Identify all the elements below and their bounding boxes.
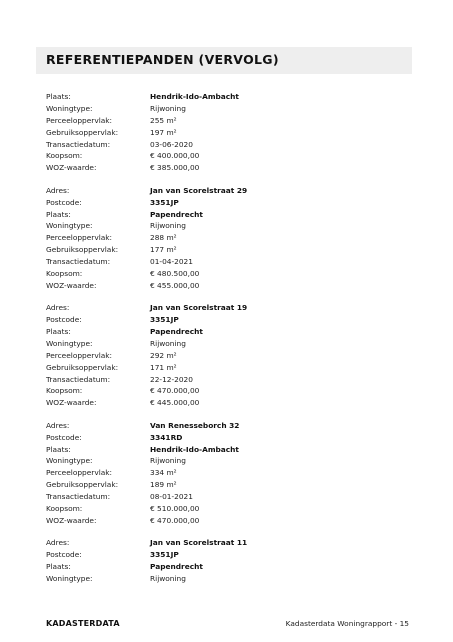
field-value: Van Renesseborch 32: [150, 420, 240, 430]
field-value: Rijwoning: [150, 338, 186, 348]
field-value: Rijwoning: [150, 103, 186, 113]
field-label: Gebruiksoppervlak:: [46, 127, 119, 137]
field-value: Papendrecht: [150, 209, 203, 219]
field-label: Perceeloppervlak:: [46, 115, 113, 125]
field-value: Papendrecht: [150, 327, 203, 337]
property-field-row: [46, 537, 406, 549]
field-label: Koopsom:: [46, 386, 83, 396]
property-record: [46, 537, 406, 585]
field-value: 3341RD: [150, 432, 183, 442]
property-field-row: [46, 256, 406, 268]
field-value: € 400.000,00: [150, 151, 200, 161]
property-field-row: [46, 561, 406, 573]
field-label: WOZ-waarde:: [46, 280, 97, 290]
property-field-row: [46, 268, 406, 280]
property-field-row: [46, 350, 406, 362]
section-title-bar: [36, 47, 412, 74]
property-field-row: [46, 385, 406, 397]
field-value: € 445.000,00: [150, 398, 200, 408]
field-label: WOZ-waarde:: [46, 515, 97, 525]
field-label: Adres:: [46, 420, 70, 430]
field-value: Jan van Scorelstraat 19: [150, 303, 248, 313]
property-record: [46, 185, 406, 292]
field-value: 08-01-2021: [150, 492, 193, 502]
footer-brand: KADASTERDATA: [46, 619, 120, 628]
field-label: Postcode:: [46, 315, 82, 325]
property-field-row: [46, 220, 406, 232]
field-label: Transactiedatum:: [46, 257, 111, 267]
property-field-row: [46, 491, 406, 503]
field-value: 171 m²: [150, 362, 177, 372]
property-field-row: [46, 326, 406, 338]
property-field-row: [46, 244, 406, 256]
property-field-row: [46, 232, 406, 244]
property-field-row: [46, 362, 406, 374]
field-label: Perceeloppervlak:: [46, 350, 113, 360]
field-value: 22-12-2020: [150, 374, 193, 384]
section-title: REFERENTIEPANDEN (VERVOLG): [46, 52, 279, 67]
field-value: 03-06-2020: [150, 139, 193, 149]
field-value: € 470.000,00: [150, 515, 200, 525]
property-field-row: [46, 314, 406, 326]
field-value: Rijwoning: [150, 573, 186, 583]
field-label: Koopsom:: [46, 268, 83, 278]
field-label: Adres:: [46, 303, 70, 313]
property-field-row: [46, 115, 406, 127]
field-value: Hendrik-Ido-Ambacht: [150, 444, 239, 454]
property-field-row: [46, 197, 406, 209]
footer-page-label: Kadasterdata Woningrapport - 15: [285, 619, 409, 628]
property-field-row: [46, 573, 406, 585]
property-field-row: [46, 185, 406, 197]
field-label: Woningtype:: [46, 573, 93, 583]
field-label: Koopsom:: [46, 504, 83, 513]
property-field-row: [46, 374, 406, 386]
property-field-row: [46, 549, 406, 561]
field-value: € 510.000,00: [150, 504, 200, 513]
field-label: Woningtype:: [46, 456, 93, 466]
field-value: Jan van Scorelstraat 29: [150, 185, 248, 195]
property-field-row: [46, 162, 406, 174]
field-value: 177 m²: [150, 245, 177, 255]
field-value: 01-04-2021: [150, 257, 193, 267]
property-field-row: [46, 515, 406, 527]
field-value: Jan van Scorelstraat 11: [150, 538, 248, 548]
field-value: 255 m²: [150, 115, 177, 125]
field-label: WOZ-waarde:: [46, 163, 97, 173]
field-label: Koopsom:: [46, 151, 83, 161]
field-value: € 470.000,00: [150, 386, 200, 396]
property-field-row: [46, 444, 406, 456]
field-label: Transactiedatum:: [46, 492, 111, 502]
field-value: 3351JP: [150, 315, 179, 325]
property-field-row: [46, 209, 406, 221]
property-field-row: [46, 127, 406, 139]
property-record: [46, 420, 406, 527]
property-field-row: [46, 302, 406, 314]
field-value: 292 m²: [150, 350, 177, 360]
field-label: Gebruiksoppervlak:: [46, 245, 119, 255]
field-value: 189 m²: [150, 480, 177, 490]
property-field-row: [46, 397, 406, 409]
property-field-row: [46, 139, 406, 151]
property-field-row: [46, 467, 406, 479]
field-label: Adres:: [46, 538, 70, 548]
property-field-row: [46, 338, 406, 350]
field-value: 3351JP: [150, 550, 179, 560]
reference-properties-list: [46, 91, 406, 595]
property-record: [46, 302, 406, 409]
field-label: Perceeloppervlak:: [46, 468, 113, 478]
field-label: Woningtype:: [46, 221, 93, 231]
field-label: WOZ-waarde:: [46, 398, 97, 408]
field-value: 334 m²: [150, 468, 177, 478]
field-value: 288 m²: [150, 233, 177, 243]
field-value: Rijwoning: [150, 221, 186, 231]
property-field-row: [46, 280, 406, 292]
field-value: Hendrik-Ido-Ambacht: [150, 92, 239, 101]
property-field-row: [46, 479, 406, 491]
field-label: Transactiedatum:: [46, 139, 111, 149]
field-label: Perceeloppervlak:: [46, 233, 113, 243]
field-label: Woningtype:: [46, 338, 93, 348]
field-label: Postcode:: [46, 432, 82, 442]
field-label: Transactiedatum:: [46, 374, 111, 384]
property-field-row: [46, 420, 406, 432]
field-label: Postcode:: [46, 197, 82, 207]
property-field-row: [46, 103, 406, 115]
field-value: € 480.500,00: [150, 268, 200, 278]
field-label: Plaats:: [46, 444, 71, 454]
property-field-row: [46, 91, 406, 103]
field-value: 197 m²: [150, 127, 177, 137]
property-field-row: [46, 503, 406, 515]
field-value: € 455.000,00: [150, 280, 200, 290]
field-label: Plaats:: [46, 562, 71, 572]
property-record: [46, 91, 406, 174]
field-label: Plaats:: [46, 327, 71, 337]
field-label: Woningtype:: [46, 103, 93, 113]
field-value: 3351JP: [150, 197, 179, 207]
field-label: Gebruiksoppervlak:: [46, 362, 119, 372]
field-label: Plaats:: [46, 209, 71, 219]
field-label: Adres:: [46, 185, 70, 195]
field-value: Rijwoning: [150, 456, 186, 466]
property-field-row: [46, 455, 406, 467]
field-value: Papendrecht: [150, 562, 203, 572]
property-field-row: [46, 432, 406, 444]
field-value: € 385.000,00: [150, 163, 200, 173]
field-label: Gebruiksoppervlak:: [46, 480, 119, 490]
property-field-row: [46, 150, 406, 162]
field-label: Postcode:: [46, 550, 82, 560]
field-label: Plaats:: [46, 92, 71, 101]
